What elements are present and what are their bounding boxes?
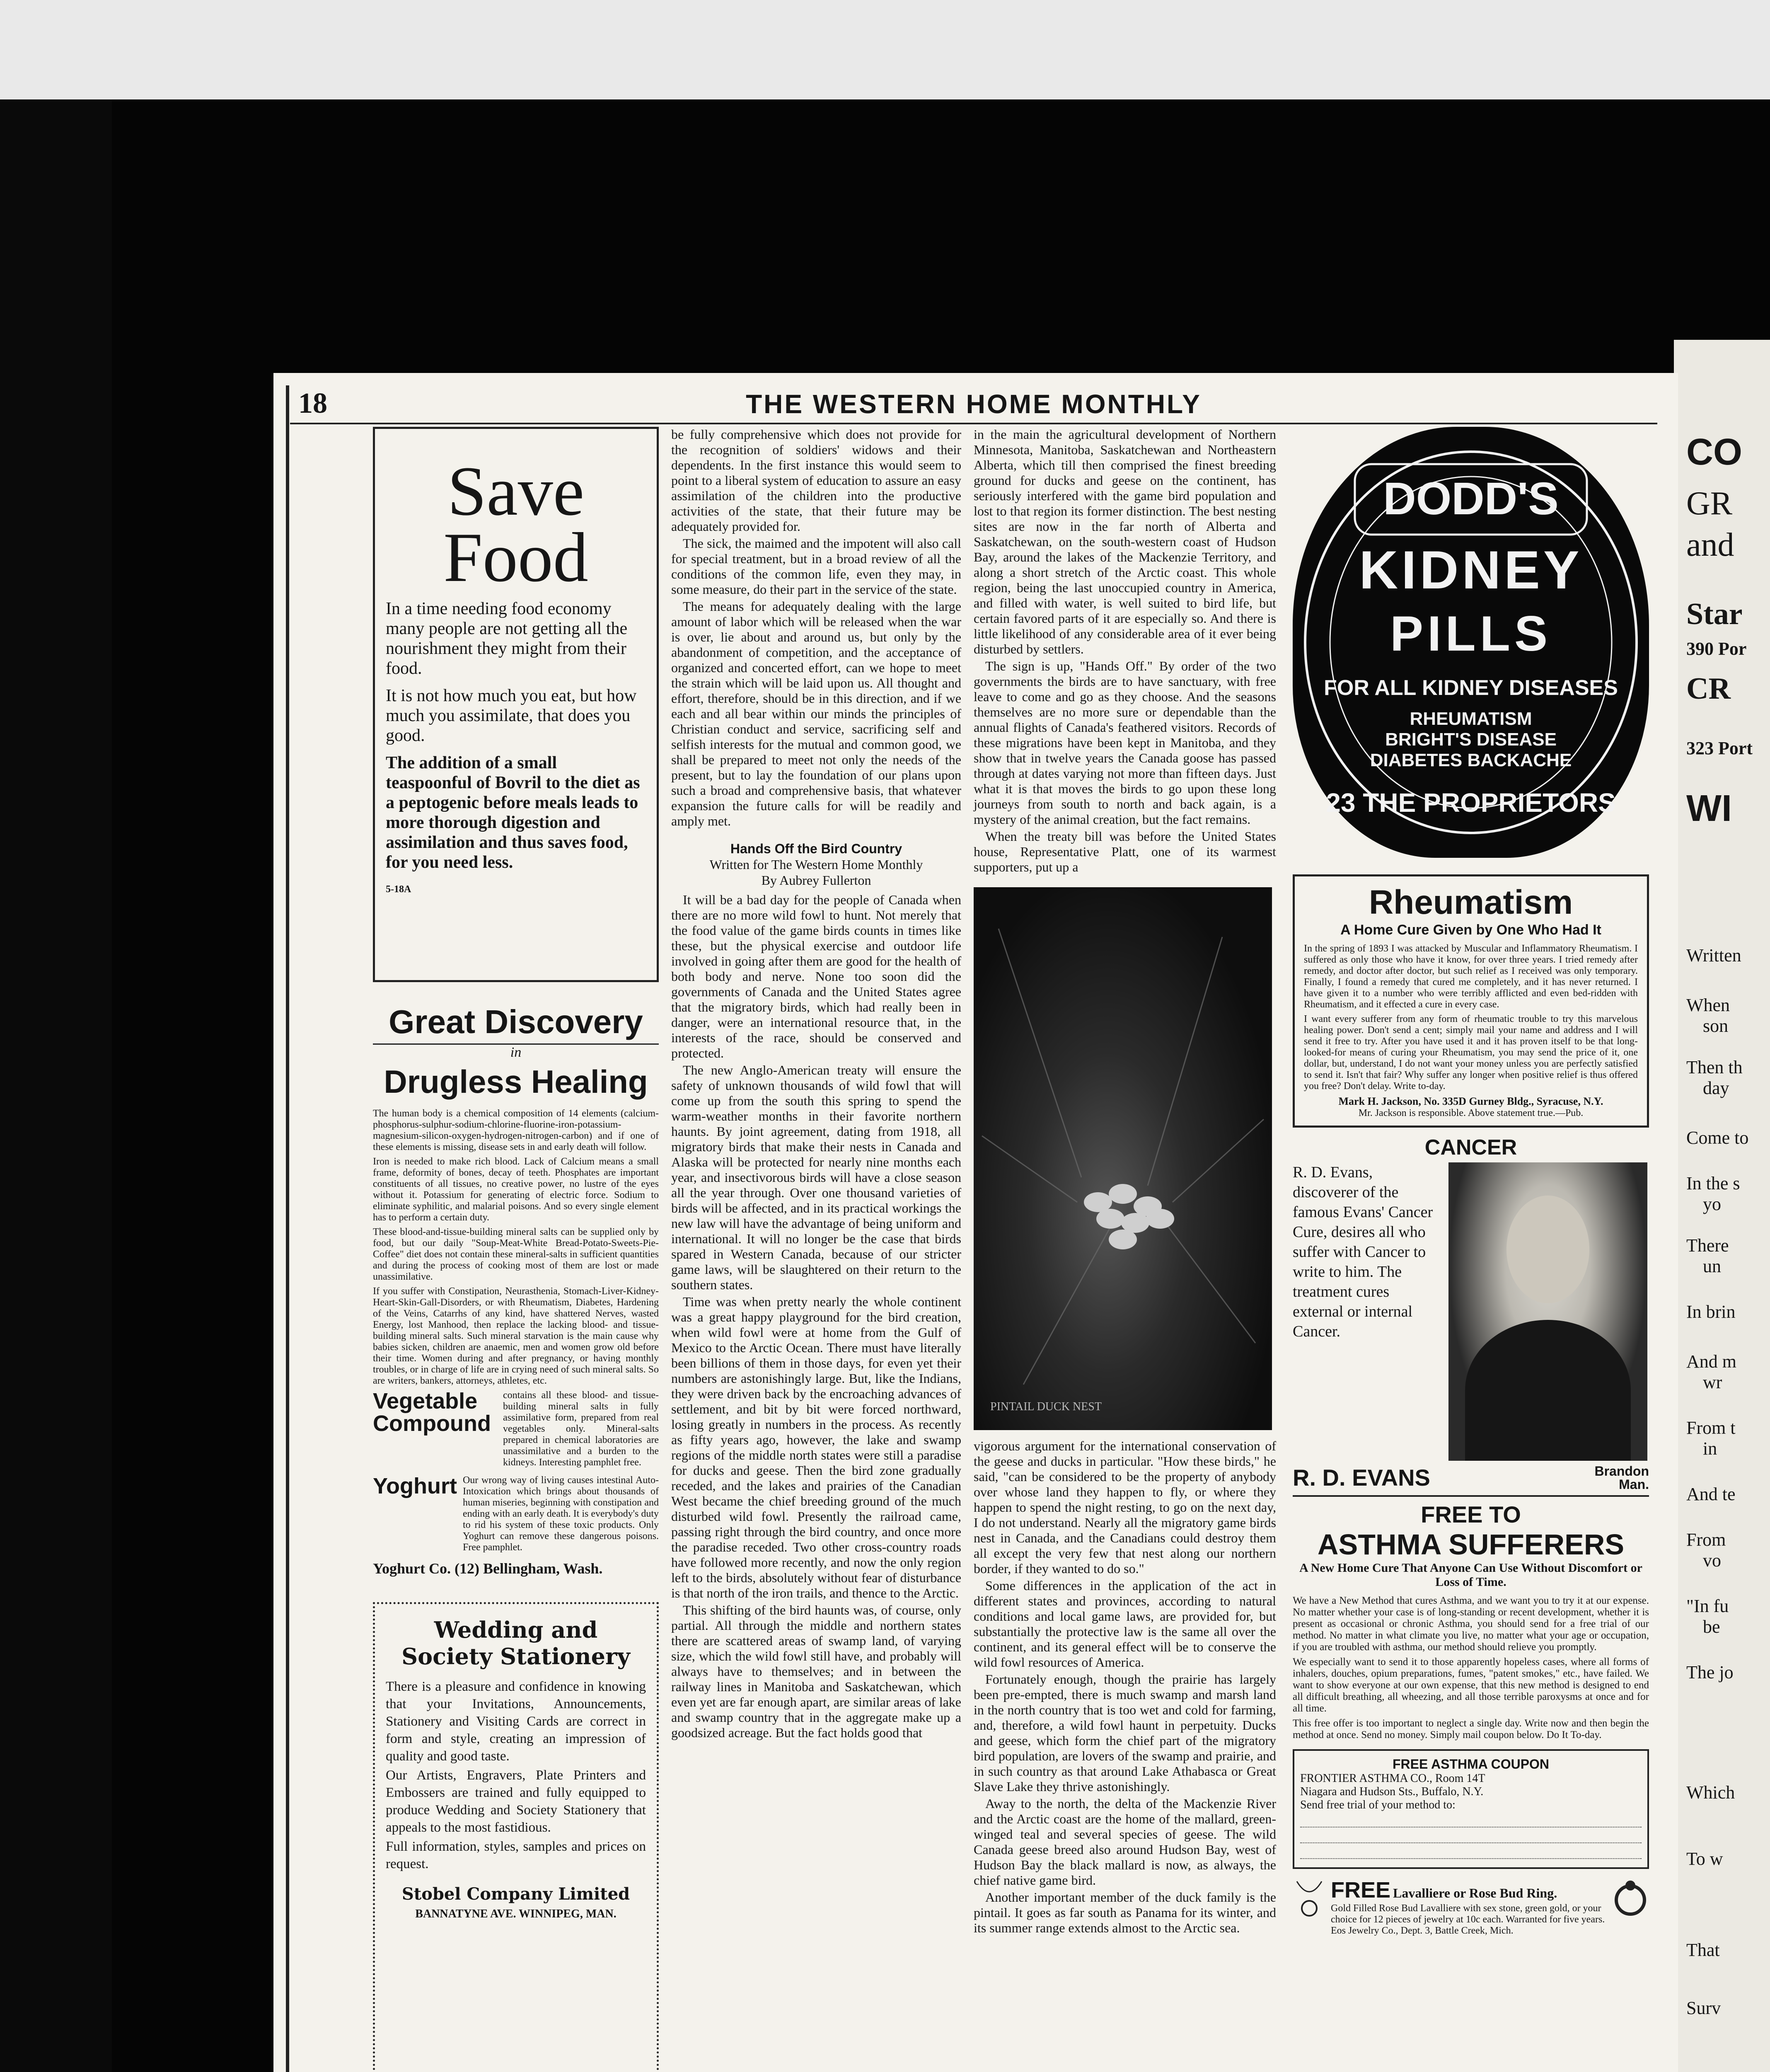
next-page-text: in [1703, 1438, 1717, 1459]
next-page-text: 390 Por [1686, 639, 1747, 659]
ad-text: In the spring of 1893 I was attacked by Muscular and Inflammatory Rheumatism. I suffered as only those who have it know, for over three years. I tried remedy after remedy, and doctor after doctor, but such relief as I received was only temporary. Finally, I found a remedy that cured me completely, and it has never returned. I have given it to a number who were terribly afflicted and even bed-ridden with Rheumatism, and it effected a cure in every case. [1304, 943, 1638, 1010]
coupon-write-line[interactable] [1300, 1846, 1642, 1859]
stationery-ad [373, 1602, 659, 2072]
brand-line: RHEUMATISM [1410, 709, 1532, 729]
article-author: By Aubrey Fullerton [761, 873, 871, 888]
column-article-2 [974, 427, 1276, 1937]
ad-headline: Great Discovery [389, 1003, 643, 1040]
page-number: 18 [298, 387, 327, 419]
column-ads-right [1293, 427, 1649, 1936]
article-paragraph: in the main the agricultural development of Northern Minnesota, Manitoba, Saskatchewan and Northeastern Alberta, which till then comprised the finest breeding ground for ducks and geese on the continent, has seriously interfered with the game bird population and lost to that region its former distinction. The best nesting sites are now in the far north of Alberta and Saskatchewan, on the south-western coast of Hudson Bay, around the lakes of the Mackenzie Territory, and along a short stretch of the Arctic coast. This whole region, being the last unoccupied country in America, and filled with water, is well suited to bird life, but certain favored parts of it are especially so. And there is little likelihood of any considerable area of it ever being disturbed by settlers. [974, 427, 1276, 656]
ad-subheadline: A New Home Cure That Anyone Can Use Without Discomfort or Loss of Time. [1299, 1561, 1642, 1589]
product-text: Our wrong way of living causes intestinal Auto-Intoxication which brings about thousands of human miseries, beginning with constipation and ending with an early death. It is everybody's duty to rid his system of these toxic products. Only Yoghurt can remove these dangerous poisons. Free pamphlet. [462, 1475, 659, 1553]
next-page-text: From t [1686, 1418, 1736, 1438]
ad-note: Mr. Jackson is responsible. Above statement true.—Pub. [1358, 1108, 1584, 1118]
next-page-text: un [1703, 1256, 1721, 1276]
film-border-left [0, 99, 112, 2072]
next-page-text: wr [1703, 1372, 1722, 1392]
next-page-text: Then th [1686, 1057, 1743, 1077]
cancer-body [1293, 1162, 1649, 1461]
column-ads-left [373, 427, 659, 2072]
next-page-text: vo [1703, 1550, 1721, 1571]
coupon-write-line[interactable] [1300, 1830, 1642, 1843]
ad-headline: Wedding and [434, 1617, 598, 1643]
article-paragraph: Some differences in the application of the act in different states and provinces, according to natural conditions and local game laws, are provided for, but substantially the protective law is the same all over the continent, and its general effect will be to conserve the wild fowl resources of America. [974, 1578, 1276, 1670]
next-page-text: be [1703, 1617, 1720, 1637]
page-header [290, 385, 1657, 424]
next-page-text: day [1703, 1078, 1729, 1098]
article-paragraph: The sign is up, "Hands Off." By order of the two governments the birds are to have sanctuary, with free leave to come and go as they choose. And the seasons themselves are no more sure or dependable than the annual flights of Canada's feathered visitors. Records of these migrations have been kept in Manitoba, and they show that in twelve years the Canada goose has passed through at dates varying not more than fifteen days. Just what it is that moves the birds to go upon these long journeys from south to north and back again, is a mystery of the animal creation, but the fact remains. [974, 658, 1276, 827]
article-paragraph: Fortunately enough, though the prairie has largely been pre-empted, there is much swamp and marsh land in the north country that is too wet and cold for farming, and, therefore, a wild fowl haunt in perpetuity. Ducks and geese, which form the chief part of the migratory bird population, are lovers of the swamp and prairie, and in such country as that around Lake Athabasca or Great Slave Lake they thrive astonishingly. [974, 1672, 1276, 1794]
ad-text: I want every sufferer from any form of rheumatic trouble to try this marvelous healing power. Don't send a cent; simply mail your name and address and I will send it free to try. After you have used it and it has proven itself to be that long-looked-for means of curing your Rheumatism, you may send the price of it, one dollar, but, understand, I do not want your money unless you are perfectly satisfied to send it. Isn't that fair? Why suffer any longer when positive relief is thus offered you free? Don't delay. Write to-day. [1304, 1014, 1638, 1092]
product-name: Vegetable Compound [373, 1389, 491, 1436]
article-byline: Written for The Western Home Monthly [709, 857, 923, 872]
next-page-fragment [1674, 340, 1770, 2072]
next-page-text: CR [1686, 672, 1731, 706]
portrait-face-shape [1506, 1196, 1589, 1303]
ad-text: The human body is a chemical composition of 14 elements (calcium-phosphorus-sulphur-sodium-chlorine-fluorine-iron-potassium-magnesium-silicon-oxygen-hydrogen-nitrogen-carbon) and if one of these elements is missing, disease sets in and early death will follow. [373, 1108, 659, 1152]
article-title: Hands Off the Bird Country [730, 841, 902, 856]
brand-name: PILLS [1390, 606, 1552, 661]
asthma-coupon[interactable] [1293, 1749, 1649, 1869]
article-paragraph: Another important member of the duck family is the pintail. It goes as far south as Panama for its winter, and its summer range extends almost to the Arctic sea. [974, 1890, 1276, 1935]
photo-caption: PINTAIL DUCK NEST [990, 1400, 1102, 1413]
article-paragraph: Time was when pretty nearly the whole continent was a great happy playground for the bird creation, when wild fowl were at home from the Gulf of Mexico to the Arctic Ocean. There must have literally been billions of them in those days, for even yet their numbers are astonishingly large. But, like the Indians, they were driven back by the encroaching advances of settlement, and bit by bit were forced northward, losing greatly in numbers in the process. As recently as fifty years ago, however, the lake and swamp regions of the middle north states were still a paradise for ducks and geese. Then the bird zone gradually receded, and the lakes and prairies of the Canadian West became the chief breeding ground of the much disturbed wild fowl. Presently the railroad came, passing right through the bird country, and once more the paradise receded. Two other cross-country roads have followed more recently, and now the only region left to the birds, absolutely without fear of disturbance is that north of the iron trails, and thence to the Arctic. [671, 1294, 961, 1600]
next-page-text: In brin [1686, 1302, 1736, 1322]
ad-text: Gold Filled Rose Bud Lavalliere with sex stone, green gold, or your choice for 12 pieces of jewelry at 10c each. Warranted for five years. Eos Jewelry Co., Dept. 3, Battle Creek, Mich. [1331, 1903, 1605, 1936]
next-page-text: In the s [1686, 1173, 1740, 1193]
next-page-text: GR [1686, 485, 1733, 522]
ad-text: There is a pleasure and confidence in knowing that your Invitations, Announcements, Stationery and Visiting Cards are correct in form and style, creating an impression of quality and good taste. [386, 1679, 646, 1764]
brand-name: DODD'S [1383, 473, 1559, 524]
brand-name: KIDNEY [1359, 540, 1583, 600]
next-page-text: And te [1686, 1484, 1736, 1504]
company-name: Stobel Company Limited [401, 1884, 630, 1904]
product-yoghurt [373, 1475, 659, 1556]
next-page-text: When [1686, 995, 1730, 1015]
ad-text: Iron is needed to make rich blood. Lack of Calcium means a small frame, deformity of bones, decay of teeth. Phosphates are important constituents of all tissues, no creative power, no lustre of the eyes without it. Potassium for generating of electric force. Sodium to eliminate syphilitic, and malarial poisons. And so every single element has to perform a certain duty. [373, 1156, 659, 1223]
ad-headline: FREE [1331, 1878, 1391, 1903]
ad-subheadline: A Home Cure Given by One Who Had It [1340, 922, 1601, 938]
ad-text: We have a New Method that cures Asthma, and we want you to try it at our expense. No matter whether your case is of long-standing or recent development, whether it is present as occasional or chronic Asthma, you should send for a free trial of our method. No matter in what climate you live, no matter what your age or occupation, if you are troubled with asthma, our method should relieve you promptly. [1293, 1595, 1649, 1653]
column-article-1 [671, 427, 961, 1742]
next-page-text: To w [1686, 1849, 1723, 1869]
asthma-ad [1293, 1495, 1649, 1869]
coupon-title: FREE ASTHMA COUPON [1392, 1757, 1550, 1772]
coupon-address: FRONTIER ASTHMA CO., Room 14T [1300, 1772, 1485, 1785]
save-food-ad [373, 427, 659, 982]
ad-connector: in [373, 1043, 659, 1060]
next-page-text: There [1686, 1235, 1729, 1256]
save-food-text: In a time needing food economy many people are not getting all the nourishment they might from their food. [386, 599, 628, 678]
next-page-text: son [1703, 1016, 1729, 1036]
save-food-text: It is not how much you eat, but how much you assimilate, that does you good. [386, 686, 637, 745]
coupon-address: Niagara and Hudson Sts., Buffalo, N.Y. [1300, 1785, 1484, 1798]
ring-icon [1612, 1877, 1649, 1923]
ad-headline: Society Stationery [401, 1643, 630, 1670]
ad-text: R. D. Evans, discoverer of the famous Evans' Cancer Cure, desires all who suffer with Cancer to write to him. The treatment cures external or internal Cancer. [1293, 1164, 1433, 1340]
ad-text: We especially want to send it to those apparently hopeless cases, where all forms of inhalers, douches, opium preparations, fumes, "patent smokes," etc., have failed. We want to show everyone at our own expense, that this new method is designed to end all difficult breathing, all wheezing, and all those terrible paroxysms at once and for all time. [1293, 1656, 1649, 1714]
ad-headline: Rheumatism [1369, 884, 1573, 921]
brand-line: DIABETES BACKACHE [1370, 750, 1572, 770]
ad-text: Our Artists, Engravers, Plate Printers and Embossers are trained and fully equipped to produce Wedding and Society Stationery that appeals to the most fastidious. [386, 1768, 646, 1835]
ad-headline: CANCER [1424, 1135, 1517, 1159]
product-name: Yoghurt [373, 1474, 457, 1498]
ad-address: Mark H. Jackson, No. 335D Gurney Bldg., Syracuse, N.Y. [1338, 1095, 1603, 1107]
next-page-text: yo [1703, 1194, 1721, 1214]
article-paragraph: vigorous argument for the international conservation of the geese and ducks in particular. "How these birds," he said, "can be considered to be the property of anybody over whose land they happen to fly, or where they happen to spend the night resting, to go on the next day, I do not understand. Nearly all the migratory game birds nest in Canada, and the Canadians could destroy them all except the very few that nest along our northern border, if they wanted to do so." [974, 1438, 1276, 1576]
article-paragraph: The new Anglo-American treaty will ensure the safety of unknown thousands of wild fowl that will come up from the south this spring to spend the warm-weather months in their favorite northern haunts. By joint agreement, dating from 1918, all migratory birds that make their nests in Canada and Alaska will be protected for nearly nine months each year, and insectivorous birds will have a close season all the year through. Over one thousand varieties of birds will be affected, and in its practical workings the new law will have the advantage of being uniform and international. It will no longer be the case that birds spared in Western Canada, because of our stricter game laws, will be slaughtered on their return to the southern states. [671, 1063, 961, 1292]
cancer-signature [1293, 1464, 1649, 1491]
article-paragraph: The means for adequately dealing with the large amount of labor which will be released when the war is over, lie about and around us, but only by the abandonment of competition, and the acceptance of organized and concerted effort, can we hope to meet the strain which will be laid upon us. All thought and effort, therefore, should be in this direction, and if we each and all bear within our minds the principles of Christian conduct and service, sacrificing self and selfish interests for the mutual and common good, we shall be prepared to meet not only the needs of the present, but to lay the foundation of our plans upon such a broad and comprehensive basis, that whatever expansion the future calls for will be readily and amply met. [671, 599, 961, 828]
article-paragraph: This shifting of the bird haunts was, of course, only partial. All through the middle and northern states there are scattered areas of swamp land, of varying size, which the wild fowl still have, and probably will always have to themselves; and in between the railway lines in Manitoba and Saskatchewan, which even yet are far enough apart, are similar areas of lake and swamp country that in the aggregate make up a goodsized acreage. But the fact holds good that [671, 1602, 961, 1740]
brand-ring-text: FOR ALL KIDNEY DISEASES [1324, 676, 1618, 700]
coupon-instruction: Send free trial of your method to: [1300, 1798, 1456, 1811]
article-paragraph: It will be a bad day for the people of Canada when there are no more wild fowl to hunt. Not merely that the food value of the game birds counts in times like these, but the physical exercise and outdoor life involved in going after them are good for the health of both body and nerve. None too soon did the governments of Canada and the United States agree that the migratory birds, which had really been in danger, were an international resource that, in the interests of the race, should be conserved and protected. [671, 892, 961, 1060]
lavalliere-icon [1293, 1877, 1326, 1923]
ad-subheadline: Drugless Healing [384, 1063, 648, 1100]
advertiser-province: Man. [1619, 1477, 1649, 1492]
ad-headline: Lavalliere or Rose Bud Ring. [1393, 1886, 1557, 1900]
brand-line: BRIGHT'S DISEASE [1385, 729, 1557, 750]
company-address: BANNATYNE AVE. WINNIPEG, MAN. [415, 1907, 617, 1920]
next-page-text: Come to [1686, 1128, 1749, 1148]
next-page-text: From [1686, 1530, 1726, 1550]
film-border-top [0, 0, 1770, 99]
product-text: contains all these blood- and tissue-building mineral salts in fully assimilative form, prepared from real vegetables only. Mineral-salts prepared in chemical laboratories are unassimilative and a burden to the kidneys. Interesting pamphlet free. [503, 1390, 659, 1468]
next-page-text: "In fu [1686, 1596, 1729, 1616]
magazine-page [273, 373, 1678, 2072]
drugless-healing-ad [373, 1003, 659, 1577]
article-paragraph: be fully comprehensive which does not provide for the recognition of soldiers' widows and their dependents. In the first instance this would seem to point to a liberal system of education to assure an easy assimilation of the children into the productive activities of the state, that their future may be adequately provided for. [671, 427, 961, 534]
article-paragraph: When the treaty bill was before the United States house, Representative Platt, one of its warmest supporters, put up a [974, 829, 1276, 874]
save-food-title: Save Food [443, 452, 588, 596]
ad-headline: ASTHMA SUFFERERS [1317, 1528, 1625, 1561]
next-page-text: The jo [1686, 1662, 1734, 1682]
next-page-text: That [1686, 1940, 1720, 1960]
duck-nest-photo [974, 887, 1272, 1430]
portrait-photo [1448, 1162, 1647, 1461]
cancer-ad [1293, 1135, 1649, 1491]
coupon-write-line[interactable] [1300, 1814, 1642, 1828]
next-page-text: Written [1686, 945, 1741, 966]
next-page-text: Star [1686, 597, 1743, 631]
next-page-text: 323 Port [1686, 738, 1753, 758]
advertiser-name: R. D. EVANS [1293, 1464, 1430, 1491]
dodds-kidney-pills-ad [1293, 427, 1649, 858]
next-page-text: and [1686, 527, 1734, 563]
next-page-text: And m [1686, 1351, 1736, 1372]
rheumatism-ad [1293, 874, 1649, 1128]
next-page-text: Which [1686, 1782, 1735, 1803]
next-page-text: WI [1686, 788, 1732, 829]
article-paragraph: The sick, the maimed and the impotent will also call for special treatment, but in a broad review of all the conditions of the common life, even they may, in some measure, do their part in the service of the state. [671, 536, 961, 597]
next-page-text: Surv [1686, 1998, 1721, 2018]
advertiser-city: Brandon [1594, 1463, 1649, 1479]
ad-code: 5-18A [386, 884, 411, 895]
next-page-text: CO [1686, 431, 1742, 473]
magazine-title: THE WESTERN HOME MONTHLY [746, 389, 1202, 419]
ad-text: These blood-and-tissue-building mineral salts can be supplied only by food, but our daily "Soup-Meat-White Bread-Potato-Sweets-Pie-Coffee" diet does not contain these mineral-salts in sufficient quantities and during the process of cooking most of them are lost or made unassimilative. [373, 1227, 659, 1282]
lavalliere-ad [1293, 1877, 1649, 1936]
ad-headline: FREE TO [1421, 1501, 1521, 1527]
product-vegetable-compound [373, 1390, 659, 1472]
ad-text: Full information, styles, samples and prices on request. [386, 1839, 646, 1871]
portrait-coat-shape [1465, 1320, 1631, 1461]
article-paragraph: Away to the north, the delta of the Mackenzie River and the Arctic coast are the home of the mallard, green-winged teal and several species of geese. The wild Canada geese breed also around Hudson Bay, west of Hudson Bay the black mallard is now, as always, the chief native game bird. [974, 1796, 1276, 1888]
brand-line: 23 THE PROPRIETORS [1326, 788, 1616, 818]
ad-address: Yoghurt Co. (12) Bellingham, Wash. [373, 1560, 603, 1577]
page-border-line [286, 385, 289, 2072]
ad-text: This free offer is too important to neglect a single day. Write now and then begin the method at once. Send no money. Simply mail coupon below. Do It To-day. [1293, 1718, 1649, 1740]
save-food-text: The addition of a small teaspoonful of Bovril to the diet as a peptogenic before meals leads to more thorough digestion and assimilation and thus saves food, for you need less. [386, 753, 640, 872]
ad-text: If you suffer with Constipation, Neurasthenia, Stomach-Liver-Kidney-Heart-Skin-Gall-Disorders, or with Rheumatism, Diabetes, Hardening of the Veins, Catarrhs of any kind, have shattered Nerves, wasted Energy, lost Manhood, then replace the lacking blood- and tissue-building mineral salts. Such mineral starvation is the main cause why babies sicken, children are anaemic, men and women grow old before their time. Women during and after pregnancy, or having monthly troubles, or in charge of life are in crying need of such mineral salts. So are writers, bankers, attorneys, athletes, etc. [373, 1286, 659, 1386]
